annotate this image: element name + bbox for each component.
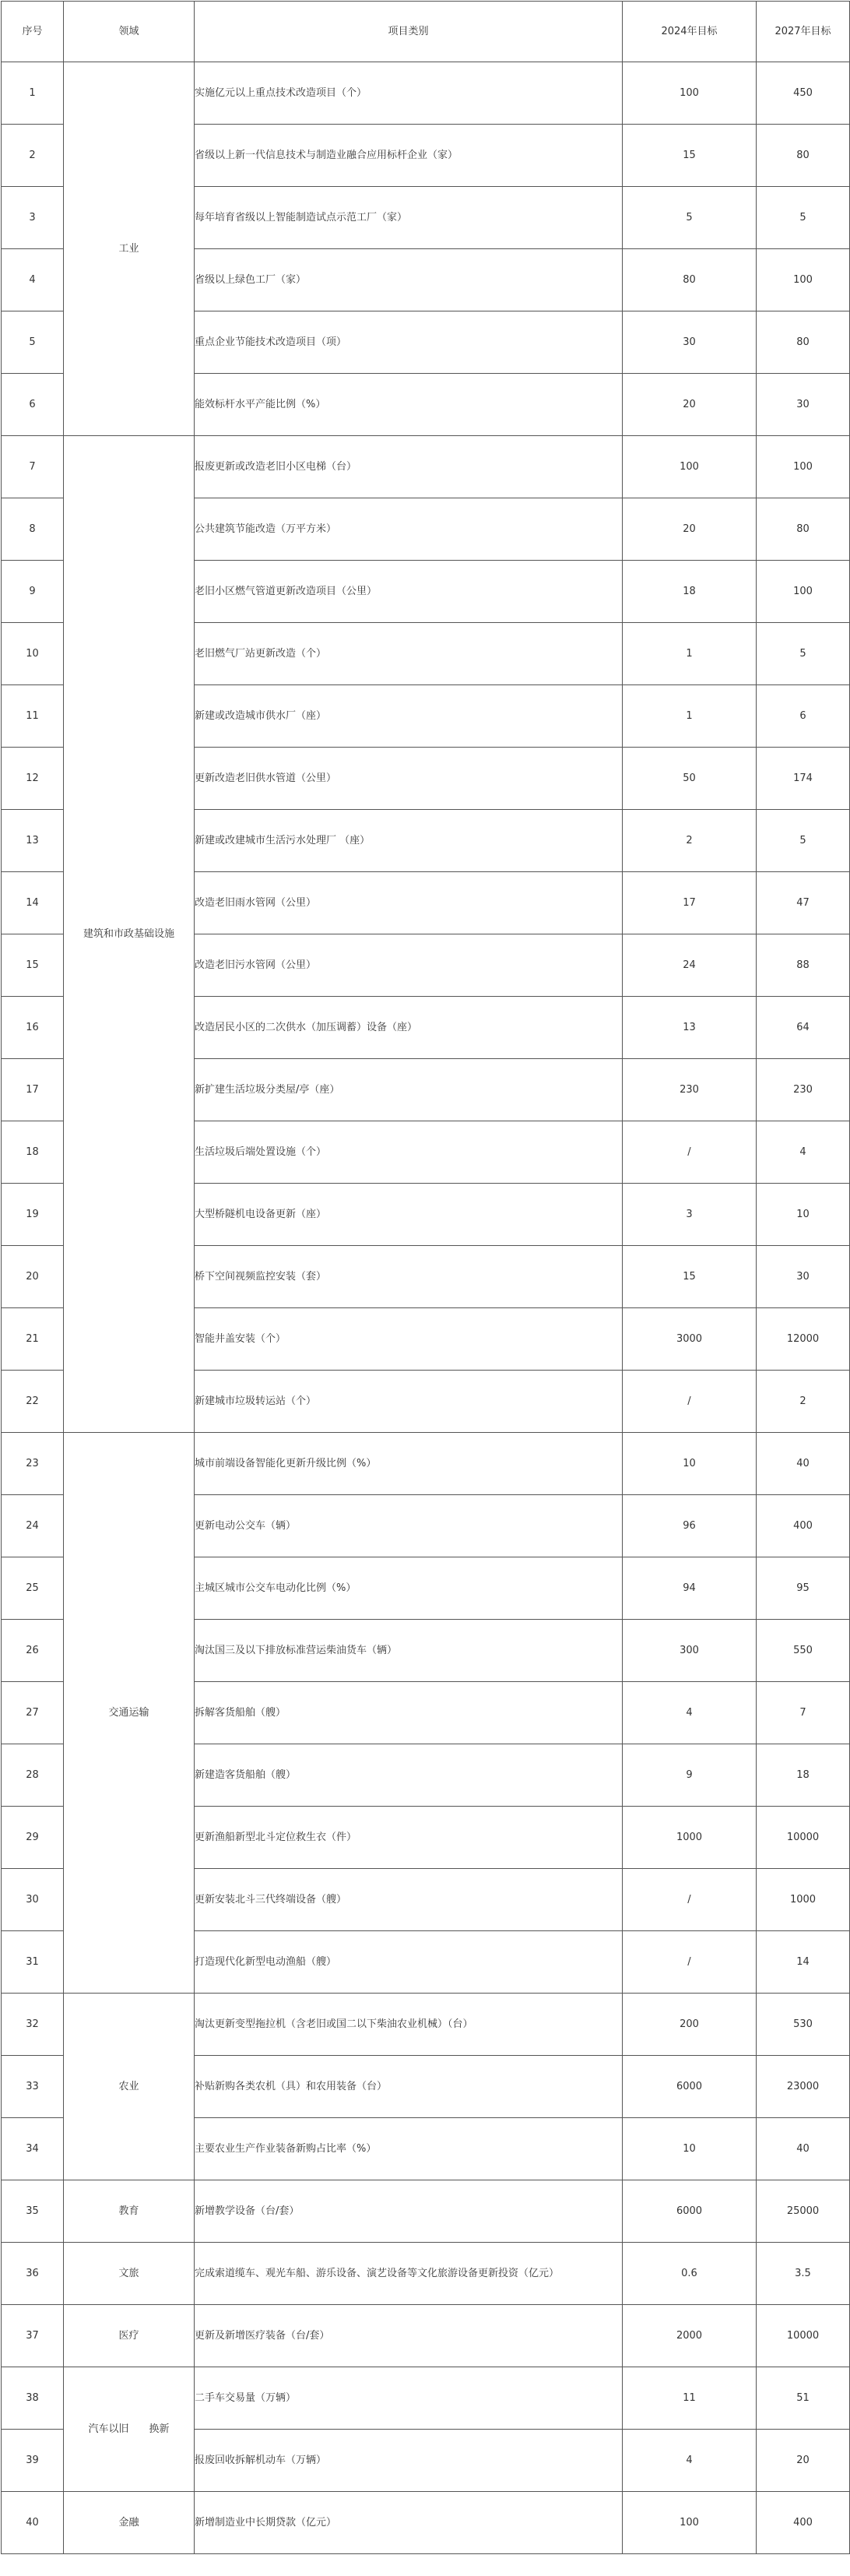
row-category: 新建或改造城市供水厂（座） [195, 685, 623, 748]
row-target-2027: 4 [757, 1121, 850, 1184]
row-target-2024: 13 [623, 997, 757, 1059]
row-target-2024: 17 [623, 872, 757, 934]
header-category: 项目类别 [195, 2, 623, 62]
row-target-2027: 10 [757, 1184, 850, 1246]
row-target-2024: 230 [623, 1059, 757, 1121]
domain-cell: 金融 [64, 2492, 195, 2554]
row-target-2027: 64 [757, 997, 850, 1059]
row-index: 3 [2, 187, 64, 249]
row-index: 36 [2, 2243, 64, 2305]
row-target-2027: 450 [757, 62, 850, 125]
row-category: 改造老旧污水管网（公里） [195, 934, 623, 997]
row-index: 14 [2, 872, 64, 934]
row-category: 更新电动公交车（辆） [195, 1495, 623, 1557]
row-category: 主要农业生产作业装备新购占比率（%） [195, 2118, 623, 2180]
row-index: 4 [2, 249, 64, 311]
row-index: 27 [2, 1682, 64, 1744]
row-category: 新建或改建城市生活污水处理厂 （座） [195, 810, 623, 872]
row-target-2027: 230 [757, 1059, 850, 1121]
header-target-2024: 2024年目标 [623, 2, 757, 62]
row-category: 省级以上绿色工厂（家） [195, 249, 623, 311]
row-index: 16 [2, 997, 64, 1059]
row-category: 重点企业节能技术改造项目（项） [195, 311, 623, 374]
row-index: 19 [2, 1184, 64, 1246]
row-target-2024: 10 [623, 1433, 757, 1495]
row-target-2024: 11 [623, 2367, 757, 2430]
row-category: 省级以上新一代信息技术与制造业融合应用标杆企业（家） [195, 125, 623, 187]
targets-table [1, 1, 850, 2554]
row-category: 淘汰更新变型拖拉机（含老旧或国二以下柴油农业机械）（台） [195, 1994, 623, 2056]
table-row [2, 2492, 850, 2554]
row-target-2027: 2 [757, 1371, 850, 1433]
row-index: 13 [2, 810, 64, 872]
row-category: 补贴新购各类农机（具）和农用装备（台） [195, 2056, 623, 2118]
row-target-2027: 550 [757, 1620, 850, 1682]
row-index: 17 [2, 1059, 64, 1121]
row-category: 老旧小区燃气管道更新改造项目（公里） [195, 561, 623, 623]
row-target-2024: / [623, 1931, 757, 1994]
row-target-2027: 6 [757, 685, 850, 748]
domain-cell: 医疗 [64, 2305, 195, 2367]
row-category: 改造居民小区的二次供水（加压调蓄）设备（座） [195, 997, 623, 1059]
row-target-2027: 5 [757, 187, 850, 249]
row-category: 淘汰国三及以下排放标准营运柴油货车（辆） [195, 1620, 623, 1682]
table-row [2, 1994, 850, 2056]
row-category: 二手车交易量（万辆） [195, 2367, 623, 2430]
row-target-2024: / [623, 1121, 757, 1184]
header-target-2027: 2027年目标 [757, 2, 850, 62]
row-target-2024: 24 [623, 934, 757, 997]
row-target-2027: 80 [757, 311, 850, 374]
row-target-2027: 47 [757, 872, 850, 934]
row-category: 完成索道缆车、观光车船、游乐设备、演艺设备等文化旅游设备更新投资（亿元） [195, 2243, 623, 2305]
row-target-2027: 100 [757, 249, 850, 311]
row-category: 新建城市垃圾转运站（个） [195, 1371, 623, 1433]
row-category: 更新安装北斗三代终端设备（艘） [195, 1869, 623, 1931]
row-category: 新建造客货船舶（艘） [195, 1744, 623, 1807]
row-category: 智能井盖安装（个） [195, 1308, 623, 1371]
row-index: 24 [2, 1495, 64, 1557]
row-index: 31 [2, 1931, 64, 1994]
row-target-2027: 51 [757, 2367, 850, 2430]
row-target-2027: 5 [757, 810, 850, 872]
row-target-2024: 3000 [623, 1308, 757, 1371]
row-index: 25 [2, 1557, 64, 1620]
row-index: 15 [2, 934, 64, 997]
row-target-2027: 10000 [757, 2305, 850, 2367]
row-target-2027: 88 [757, 934, 850, 997]
row-target-2024: 15 [623, 125, 757, 187]
row-target-2024: 100 [623, 2492, 757, 2554]
table-row [2, 2180, 850, 2243]
table-row [2, 2243, 850, 2305]
row-target-2027: 174 [757, 748, 850, 810]
row-index: 33 [2, 2056, 64, 2118]
row-index: 23 [2, 1433, 64, 1495]
row-category: 大型桥隧机电设备更新（座） [195, 1184, 623, 1246]
row-target-2024: 4 [623, 2430, 757, 2492]
row-index: 1 [2, 62, 64, 125]
domain-cell: 建筑和市政基础设施 [64, 436, 195, 1433]
row-target-2027: 1000 [757, 1869, 850, 1931]
row-target-2024: 80 [623, 249, 757, 311]
row-category: 拆解客货船舶（艘） [195, 1682, 623, 1744]
table-header-row [2, 2, 850, 62]
row-index: 6 [2, 374, 64, 436]
row-target-2027: 5 [757, 623, 850, 685]
row-index: 2 [2, 125, 64, 187]
row-target-2027: 23000 [757, 2056, 850, 2118]
row-category: 实施亿元以上重点技术改造项目（个） [195, 62, 623, 125]
header-domain: 领域 [64, 2, 195, 62]
row-target-2024: 96 [623, 1495, 757, 1557]
row-target-2024: 5 [623, 187, 757, 249]
table-row [2, 1433, 850, 1495]
row-category: 主城区城市公交车电动化比例（%） [195, 1557, 623, 1620]
row-index: 26 [2, 1620, 64, 1682]
row-target-2024: 2 [623, 810, 757, 872]
row-category: 城市前端设备智能化更新升级比例（%） [195, 1433, 623, 1495]
row-category: 生活垃圾后端处置设施（个） [195, 1121, 623, 1184]
row-category: 每年培育省级以上智能制造试点示范工厂（家） [195, 187, 623, 249]
row-target-2024: 15 [623, 1246, 757, 1308]
row-index: 7 [2, 436, 64, 498]
row-index: 35 [2, 2180, 64, 2243]
row-target-2024: / [623, 1869, 757, 1931]
row-target-2024: 2000 [623, 2305, 757, 2367]
row-target-2024: 6000 [623, 2180, 757, 2243]
table-row [2, 436, 850, 498]
domain-cell: 农业 [64, 1994, 195, 2180]
row-index: 10 [2, 623, 64, 685]
row-target-2027: 400 [757, 2492, 850, 2554]
row-target-2027: 30 [757, 1246, 850, 1308]
row-target-2024: 100 [623, 436, 757, 498]
row-index: 22 [2, 1371, 64, 1433]
row-category: 新增教学设备（台/套） [195, 2180, 623, 2243]
table-body [2, 62, 850, 2554]
row-target-2027: 100 [757, 436, 850, 498]
row-category: 公共建筑节能改造（万平方米） [195, 498, 623, 561]
row-target-2027: 40 [757, 1433, 850, 1495]
row-target-2027: 3.5 [757, 2243, 850, 2305]
row-index: 18 [2, 1121, 64, 1184]
row-category: 桥下空间视频监控安装（套） [195, 1246, 623, 1308]
row-target-2024: 9 [623, 1744, 757, 1807]
row-target-2027: 14 [757, 1931, 850, 1994]
row-index: 38 [2, 2367, 64, 2430]
row-target-2027: 100 [757, 561, 850, 623]
row-index: 34 [2, 2118, 64, 2180]
row-target-2024: 1000 [623, 1807, 757, 1869]
row-target-2024: 18 [623, 561, 757, 623]
row-target-2027: 530 [757, 1994, 850, 2056]
domain-cell: 交通运输 [64, 1433, 195, 1994]
row-target-2024: 300 [623, 1620, 757, 1682]
row-target-2027: 30 [757, 374, 850, 436]
row-target-2027: 25000 [757, 2180, 850, 2243]
row-target-2027: 7 [757, 1682, 850, 1744]
domain-cell: 教育 [64, 2180, 195, 2243]
row-index: 37 [2, 2305, 64, 2367]
row-index: 5 [2, 311, 64, 374]
row-target-2027: 95 [757, 1557, 850, 1620]
row-target-2024: 1 [623, 685, 757, 748]
row-index: 8 [2, 498, 64, 561]
row-target-2024: 0.6 [623, 2243, 757, 2305]
row-category: 能效标杆水平产能比例（%） [195, 374, 623, 436]
row-index: 20 [2, 1246, 64, 1308]
table-row [2, 2367, 850, 2430]
row-index: 29 [2, 1807, 64, 1869]
domain-cell: 汽车以旧 换新 [64, 2367, 195, 2492]
row-target-2024: 50 [623, 748, 757, 810]
domain-cell: 工业 [64, 62, 195, 436]
row-index: 39 [2, 2430, 64, 2492]
row-target-2024: 30 [623, 311, 757, 374]
row-category: 改造老旧雨水管网（公里） [195, 872, 623, 934]
row-index: 21 [2, 1308, 64, 1371]
row-target-2024: 94 [623, 1557, 757, 1620]
row-target-2027: 40 [757, 2118, 850, 2180]
row-category: 更新及新增医疗装备（台/套） [195, 2305, 623, 2367]
row-target-2027: 80 [757, 125, 850, 187]
table-row [2, 2305, 850, 2367]
row-category: 新扩建生活垃圾分类屋/亭（座） [195, 1059, 623, 1121]
row-index: 9 [2, 561, 64, 623]
row-category: 新增制造业中长期贷款（亿元） [195, 2492, 623, 2554]
domain-cell: 文旅 [64, 2243, 195, 2305]
row-target-2024: 200 [623, 1994, 757, 2056]
row-category: 报废回收拆解机动车（万辆） [195, 2430, 623, 2492]
header-index: 序号 [2, 2, 64, 62]
row-category: 报废更新或改造老旧小区电梯（台） [195, 436, 623, 498]
row-target-2024: 3 [623, 1184, 757, 1246]
row-target-2024: 1 [623, 623, 757, 685]
row-index: 12 [2, 748, 64, 810]
row-category: 老旧燃气厂站更新改造（个） [195, 623, 623, 685]
row-target-2024: 4 [623, 1682, 757, 1744]
row-target-2027: 10000 [757, 1807, 850, 1869]
row-index: 28 [2, 1744, 64, 1807]
row-index: 40 [2, 2492, 64, 2554]
row-index: 11 [2, 685, 64, 748]
row-category: 更新渔船新型北斗定位救生衣（件） [195, 1807, 623, 1869]
row-target-2027: 12000 [757, 1308, 850, 1371]
row-target-2027: 18 [757, 1744, 850, 1807]
row-target-2027: 20 [757, 2430, 850, 2492]
row-category: 打造现代化新型电动渔船（艘） [195, 1931, 623, 1994]
row-target-2024: / [623, 1371, 757, 1433]
row-category: 更新改造老旧供水管道（公里） [195, 748, 623, 810]
row-index: 32 [2, 1994, 64, 2056]
row-target-2024: 20 [623, 498, 757, 561]
row-target-2024: 20 [623, 374, 757, 436]
row-target-2027: 80 [757, 498, 850, 561]
row-index: 30 [2, 1869, 64, 1931]
table-row [2, 62, 850, 125]
row-target-2024: 10 [623, 2118, 757, 2180]
row-target-2027: 400 [757, 1495, 850, 1557]
row-target-2024: 6000 [623, 2056, 757, 2118]
row-target-2024: 100 [623, 62, 757, 125]
